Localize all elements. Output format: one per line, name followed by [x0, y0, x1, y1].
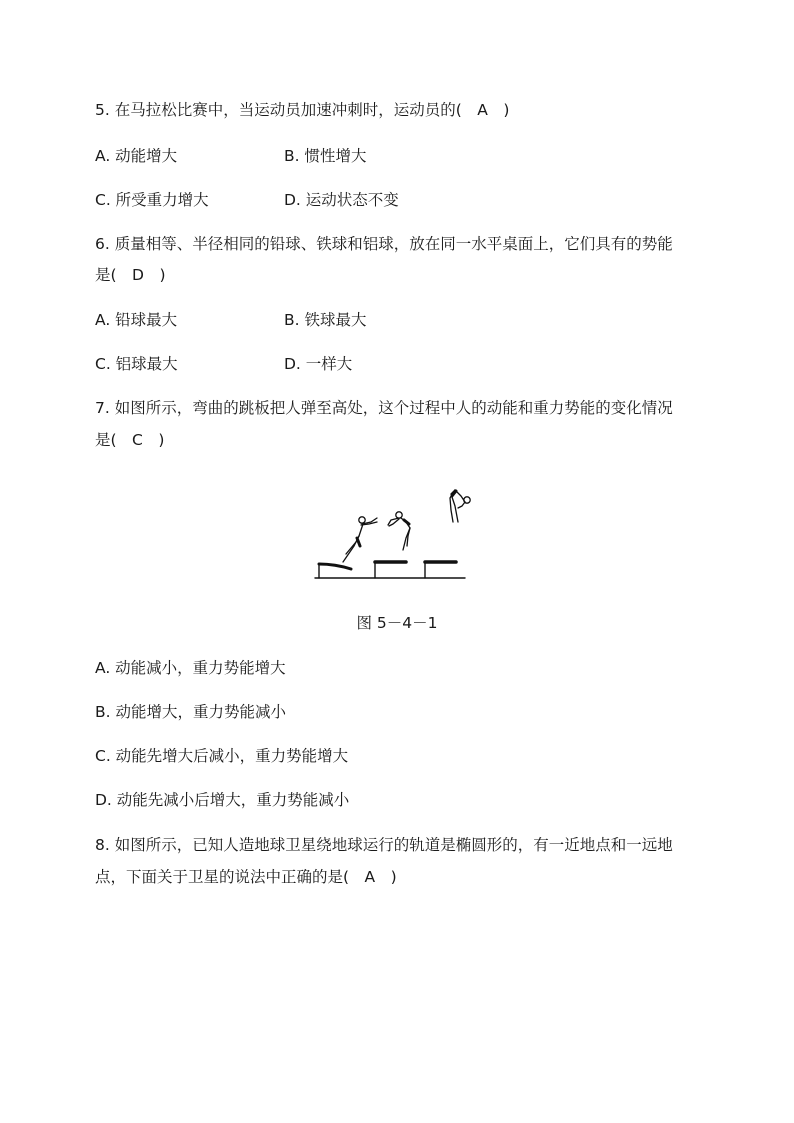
- figure-caption: 图 5－4－1: [356, 614, 438, 632]
- question-8-stem-line-2: 点，下面关于卫星的说法中正确的是( A ): [95, 868, 397, 886]
- diver-takeoff: [343, 517, 377, 562]
- question-7-stem-line-1: 7. 如图所示，弯曲的跳板把人弹至高处，这个过程中人的动能和重力势能的变化情况: [95, 399, 673, 417]
- question-5-stem: 5. 在马拉松比赛中，当运动员加速冲刺时，运动员的( A ): [95, 101, 510, 119]
- springboard-bent: [319, 564, 351, 578]
- question-6-stem-line-2: 是( D ): [95, 266, 166, 284]
- question-7-option-b: B. 动能增大，重力势能减小: [95, 703, 286, 721]
- question-6-stem-line-1: 6. 质量相等、半径相同的铅球、铁球和铝球，放在同一水平桌面上，它们具有的势能: [95, 235, 673, 253]
- springboard-flat: [375, 562, 406, 578]
- question-7-option-a: A. 动能减小，重力势能增大: [95, 659, 286, 677]
- question-7-stem-line-2: 是( C ): [95, 431, 165, 449]
- question-8-stem-line-1: 8. 如图所示，已知人造地球卫星绕地球运行的轨道是椭圆形的，有一近地点和一远地: [95, 836, 673, 854]
- diving-board-figure: [313, 478, 473, 582]
- question-7-option-c: C. 动能先增大后减小，重力势能增大: [95, 747, 349, 765]
- diver-peak: [450, 490, 470, 522]
- question-5-option-a: A. 动能增大: [95, 147, 178, 165]
- question-6-option-a: A. 铅球最大: [95, 311, 178, 329]
- question-5-option-d: D. 运动状态不变: [284, 191, 399, 209]
- question-6-option-d: D. 一样大: [284, 355, 353, 373]
- question-5-option-b: B. 惯性增大: [284, 147, 367, 165]
- question-5-option-c: C. 所受重力增大: [95, 191, 209, 209]
- question-6-option-c: C. 铝球最大: [95, 355, 178, 373]
- diver-midair: [388, 512, 410, 550]
- question-7-option-d: D. 动能先减小后增大，重力势能减小: [95, 791, 350, 809]
- springboard-flat-2: [425, 562, 456, 578]
- question-6-option-b: B. 铁球最大: [284, 311, 367, 329]
